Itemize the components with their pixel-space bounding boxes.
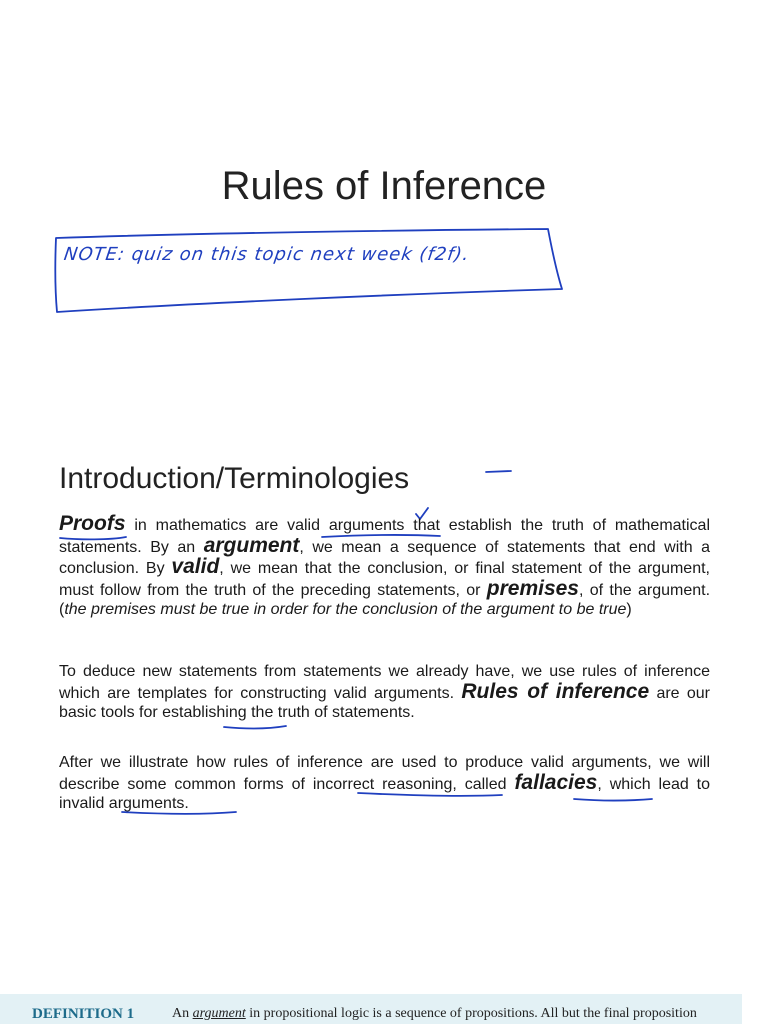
definition-text — [172, 1006, 697, 1022]
paragraph-text: ) — [626, 601, 632, 618]
definition-text-part: An — [172, 1006, 193, 1021]
keyword-premises: premises — [486, 576, 579, 600]
paragraph-rules — [59, 662, 710, 723]
paragraph-text: , we mean that the conclusion, or final statement of the argument, must follow from the truth of the preceding statements, or — [59, 560, 710, 599]
keyword-valid: valid — [171, 555, 220, 578]
paragraph-text: After we illustrate how rules of inference are used to produce valid arguments, we will describe some common forms of incorrect reasoning, called — [59, 754, 710, 793]
dash-mark — [486, 471, 511, 472]
paragraph-text: , we mean a sequence of statements that end with a conclusion. By — [59, 538, 711, 577]
section-heading: Introduction/Terminologies — [59, 462, 410, 495]
handwritten-note: NOTE: quiz on this topic next week (f2f). — [62, 244, 471, 265]
note-box — [55, 229, 562, 312]
definition-term: argument — [192, 1006, 246, 1021]
paragraph-proofs — [59, 514, 710, 620]
paragraph-text: , of the argument. ( — [59, 581, 711, 618]
paragraph-text: in mathematics are valid arguments that establish the truth of mathematical statements. By an — [59, 517, 710, 556]
paragraph-text: are our basic tools for establishing the truth of statements. — [59, 684, 710, 721]
underline-basic-tools — [224, 726, 286, 728]
definition-text-part: in propositional logic is a sequence of propositions. All but the final proposition — [245, 1006, 697, 1021]
keyword-fallacies: fallacies — [514, 770, 598, 794]
keyword-proofs: Proofs — [59, 512, 126, 535]
slide-title: Rules of Inference — [221, 164, 547, 208]
paragraph-text: , which lead to invalid arguments. — [59, 775, 711, 812]
definition-label: DEFINITION 1 — [32, 1006, 135, 1022]
paragraph-text: To deduce new statements from statements we already have, we use rules of inference which are templates for constructing valid arguments. — [59, 663, 710, 702]
keyword-rules-of-inference: Rules of inference — [461, 679, 650, 703]
paragraph-fallacies — [59, 753, 710, 814]
paragraph-italic: the premises must be true in order for the conclusion of the argument to be true — [64, 601, 627, 618]
keyword-argument: argument — [203, 533, 300, 557]
